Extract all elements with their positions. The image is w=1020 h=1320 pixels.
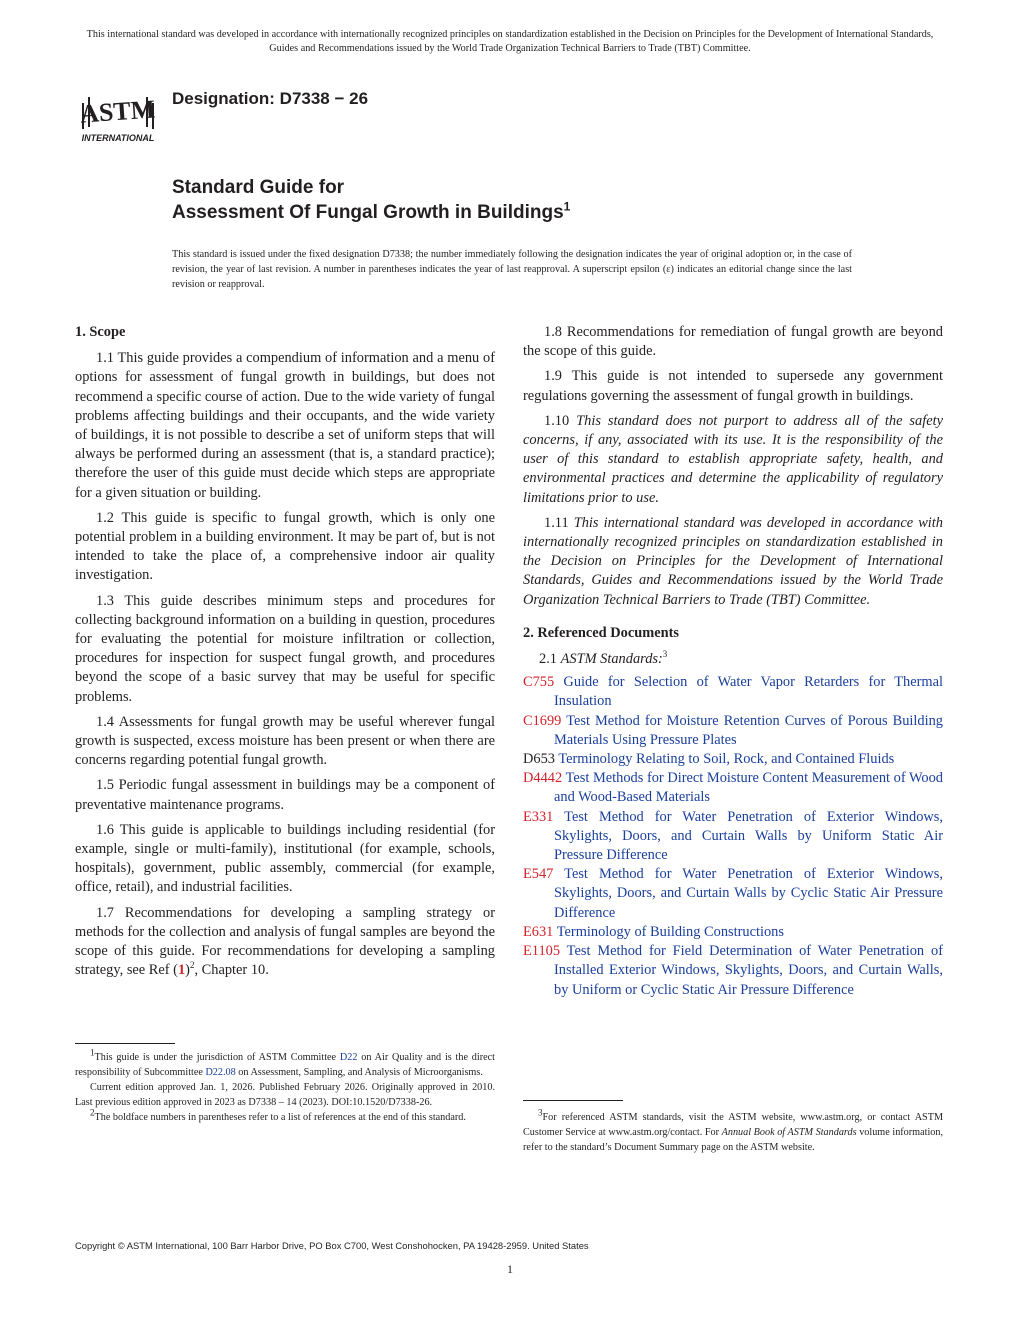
para-1-11-text: This international standard was developed in accordance with internationally recognized principles on standardization established in the Decision on Principles for the Development of International Standards, Guides and Recommendations issued by the World Trade Organization Technical Barriers to Trade (TBT) Committee. [523,514,944,608]
footnote-1-mark: 1 [90,1047,95,1058]
para-1-7-tail: , Chapter 10. [194,962,269,979]
footnote-3-mark: 3 [662,649,668,660]
ref-title: Test Method for Field Determination of Water Penetration of Installed Exterior Windows, Skylights, Doors, and Curtain Walls, by Uniform or Cyclic Static Air Pressure Difference [554,943,943,998]
ref-code-link[interactable]: D4442 [523,770,563,787]
para-1-5: 1.5 Periodic fungal assessment in buildings may be a component of preventative maintenance programs. [75,777,495,813]
right-column [523,323,943,1000]
para-1-1: 1.1 This guide provides a compendium of information and a menu of options for assessment of fungal growth in buildings, but does not recommend a specific course of action. Due to the wide variety of fungal problems affecting buildings and their occupants, and the wide variety of buildings, it is not possible to describe a set of uniform steps that will always be performed during an assessment (that is, a standard practice); therefore the user of this guide must decide which steps are appropriate for a given situation or building. [75,350,495,501]
footnote-3-mark-bottom: 3 [538,1107,543,1118]
ref-title: Guide for Selection of Water Vapor Retarders for Thermal Insulation [554,674,943,710]
page-number: 1 [507,1262,513,1276]
logo-subtext: INTERNATIONAL [81,133,155,143]
top-notice: This international standard was developed in accordance with internationally recognized principles on standardization established in the Decision on Principles for the Development of International Standards, Guides and Recommendations issued by the World Trade Organization Technical Barriers to Trade (TBT) Committee. [86,29,934,54]
ref-code-link[interactable]: C1699 [523,712,562,729]
subcommittee-d22-08-link[interactable]: D22.08 [205,1067,236,1078]
footnote-rule-right [523,1100,623,1101]
left-column [75,323,495,987]
ref-title: Test Method for Water Penetration of Exterior Windows, Skylights, Doors, and Curtain Walls by Uniform Static Air Pressure Difference [554,808,943,864]
para-1-10-num: 1.10 [544,412,577,429]
astm-logo [75,77,161,143]
para-1-4: 1.4 Assessments for fungal growth may be useful wherever fungal growth is suspected, excess moisture has been present or when there are concerns regarding potential fungal growth. [75,713,495,769]
issue-note: This standard is issued under the fixed designation D7338; the number immediately following the designation indicates the year of original adoption or, in the case of revision, the year of last revision. A number in parentheses indicates the year of last reapproval. A superscript epsilon (ε) indicates an editorial change since the last revision or reapproval. [172,249,852,290]
scope-heading: 1. Scope [75,324,126,340]
footnote-3 [523,1107,944,1155]
ref-item [523,712,943,750]
title-footnote-mark: 1 [563,199,571,214]
para-1-11 [523,514,943,610]
para-1-8: 1.8 Recommendations for remediation of fungal growth are beyond the scope of this guide. [523,324,943,360]
para-1-10 [523,412,943,508]
copyright-notice: Copyright © ASTM International, 100 Barr Harbor Drive, PO Box C700, West Conshohocken, PA 19428-2959. United States [75,1240,589,1251]
footnote-3-text-a: For referenced ASTM standards, visit the ASTM website, www.astm.org, or contact ASTM Customer Service at www.astm.org/contact. For [523,1112,943,1138]
ref-code-link[interactable]: E331 [523,808,554,825]
footnotes-right [523,1107,944,1155]
committee-d22-link[interactable]: D22 [339,1052,358,1063]
title-line2: Assessment Of Fungal Growth in Buildings [172,202,564,223]
astm-standards-subhead [523,650,943,669]
title-line1: Standard Guide for [172,177,345,198]
footnote-3-text-b: volume information, refer to the standard’s Document Summary page on the ASTM website. [523,1127,944,1153]
footnote-rule-left [75,1043,175,1044]
para-1-9: 1.9 This guide is not intended to supersede any government regulations governing the assessment of fungal growth in buildings. [523,368,943,404]
ref-title: Terminology Relating to Soil, Rock, and Contained Fluids [558,751,895,768]
ref-item [523,865,943,923]
ref-item [523,750,943,769]
ref-title: Test Method for Moisture Retention Curves of Porous Building Materials Using Pressure Plates [554,712,943,748]
referenced-documents-list [523,673,943,999]
ref-code-link[interactable]: E1105 [523,943,561,960]
ref-title: Test Methods for Direct Moisture Content Measurement of Wood and Wood-Based Materials [554,770,944,806]
ref-item [523,769,943,807]
ref-code-link[interactable]: C755 [523,674,555,691]
para-1-11-num: 1.11 [544,514,574,531]
footnote-2 [75,1107,495,1125]
footnote-1-edition: Current edition approved Jan. 1, 2026. Published February 2026. Originally approved in 2010. Last previous edition approved in 2023 as D7338 – 14 (2023). DOI:10.1520/D7338-26. [75,1082,495,1108]
ref-code-link[interactable]: E547 [523,866,554,883]
footnote-2-mark-bottom: 2 [90,1107,95,1118]
para-1-7-text: 1.7 Recommendations for developing a sampling strategy or methods for the collection and analysis of fungal samples are beyond the scope of this guide. For recommendations for developing a sampling strategy, see Ref [75,904,495,979]
para-1-7: 1.7 Recommendations for developing a sampling strategy or methods for the collection and analysis of fungal samples are beyond the scope of this guide. For recommendations for developing a sampling strategy, see Ref $(1)^2$, Chapter 10. [75,904,495,979]
footnote-1-text-b: on Air Quality and is the direct responsibility of Subcommittee [75,1052,495,1078]
para-1-6: 1.6 This guide is applicable to buildings including residential (for example, single or multi-family), institutional (for example, schools, hospitals), government, public assembly, commercial (for example, office, retail), and industrial facilities. [75,821,495,896]
ref-title: Test Method for Water Penetration of Exterior Windows, Skylights, Doors, and Curtain Walls by Cyclic Static Air Pressure Difference [554,866,943,921]
footnotes-left [75,1047,495,1125]
ref-code-link[interactable]: E631 [523,923,554,940]
para-1-3: 1.3 This guide describes minimum steps and procedures for collecting background information on a building in question, procedures for evaluating the potential for moisture infiltration or collection, procedures for inspection for suspect fungal growth, and procedures beyond the scope of a basic survey that may be useful for specific problems. [75,592,495,705]
logo-text: ASTM [79,94,157,129]
ref-item [523,923,943,942]
ref-item [523,808,943,866]
footnote-1-text-a: This guide is under the jurisdiction of ASTM Committee [94,1052,340,1063]
ref-item [523,942,943,1000]
subhead-label: ASTM Standards: [560,651,663,668]
document-title [172,175,570,225]
ref-title: Terminology of Building Constructions [556,923,784,940]
footnote-2-text: The boldface numbers in parentheses refer to a list of references at the end of this standard. [94,1112,466,1123]
subhead-num: 2.1 [539,651,561,668]
referenced-heading: 2. Referenced Documents [523,624,679,641]
footnote-1 [75,1047,495,1080]
footnote-3-italic: Annual Book of ASTM Standards [721,1127,857,1138]
para-1-10-text: This standard does not purport to address all of the safety concerns, if any, associated with its use. It is the responsibility of the user of this standard to establish appropriate safety, health, and environmental practices and determine the applicability of regulatory limitations prior to use. [523,412,943,506]
ref-code: D653 [523,751,555,768]
ref-item [523,673,943,711]
designation: Designation: D7338 − 26 [172,89,369,108]
footnote-1-text-c: on Assessment, Sampling, and Analysis of Microorganisms. [235,1067,483,1078]
footnote-2-mark: 2 [189,960,195,971]
reference-1-link[interactable]: 1 [177,962,186,979]
para-1-2: 1.2 This guide is specific to fungal growth, which is only one potential problem in a building environment. It may be part of, but is not intended to take the place of, a comprehensive indoor air quality investigation. [75,509,495,584]
